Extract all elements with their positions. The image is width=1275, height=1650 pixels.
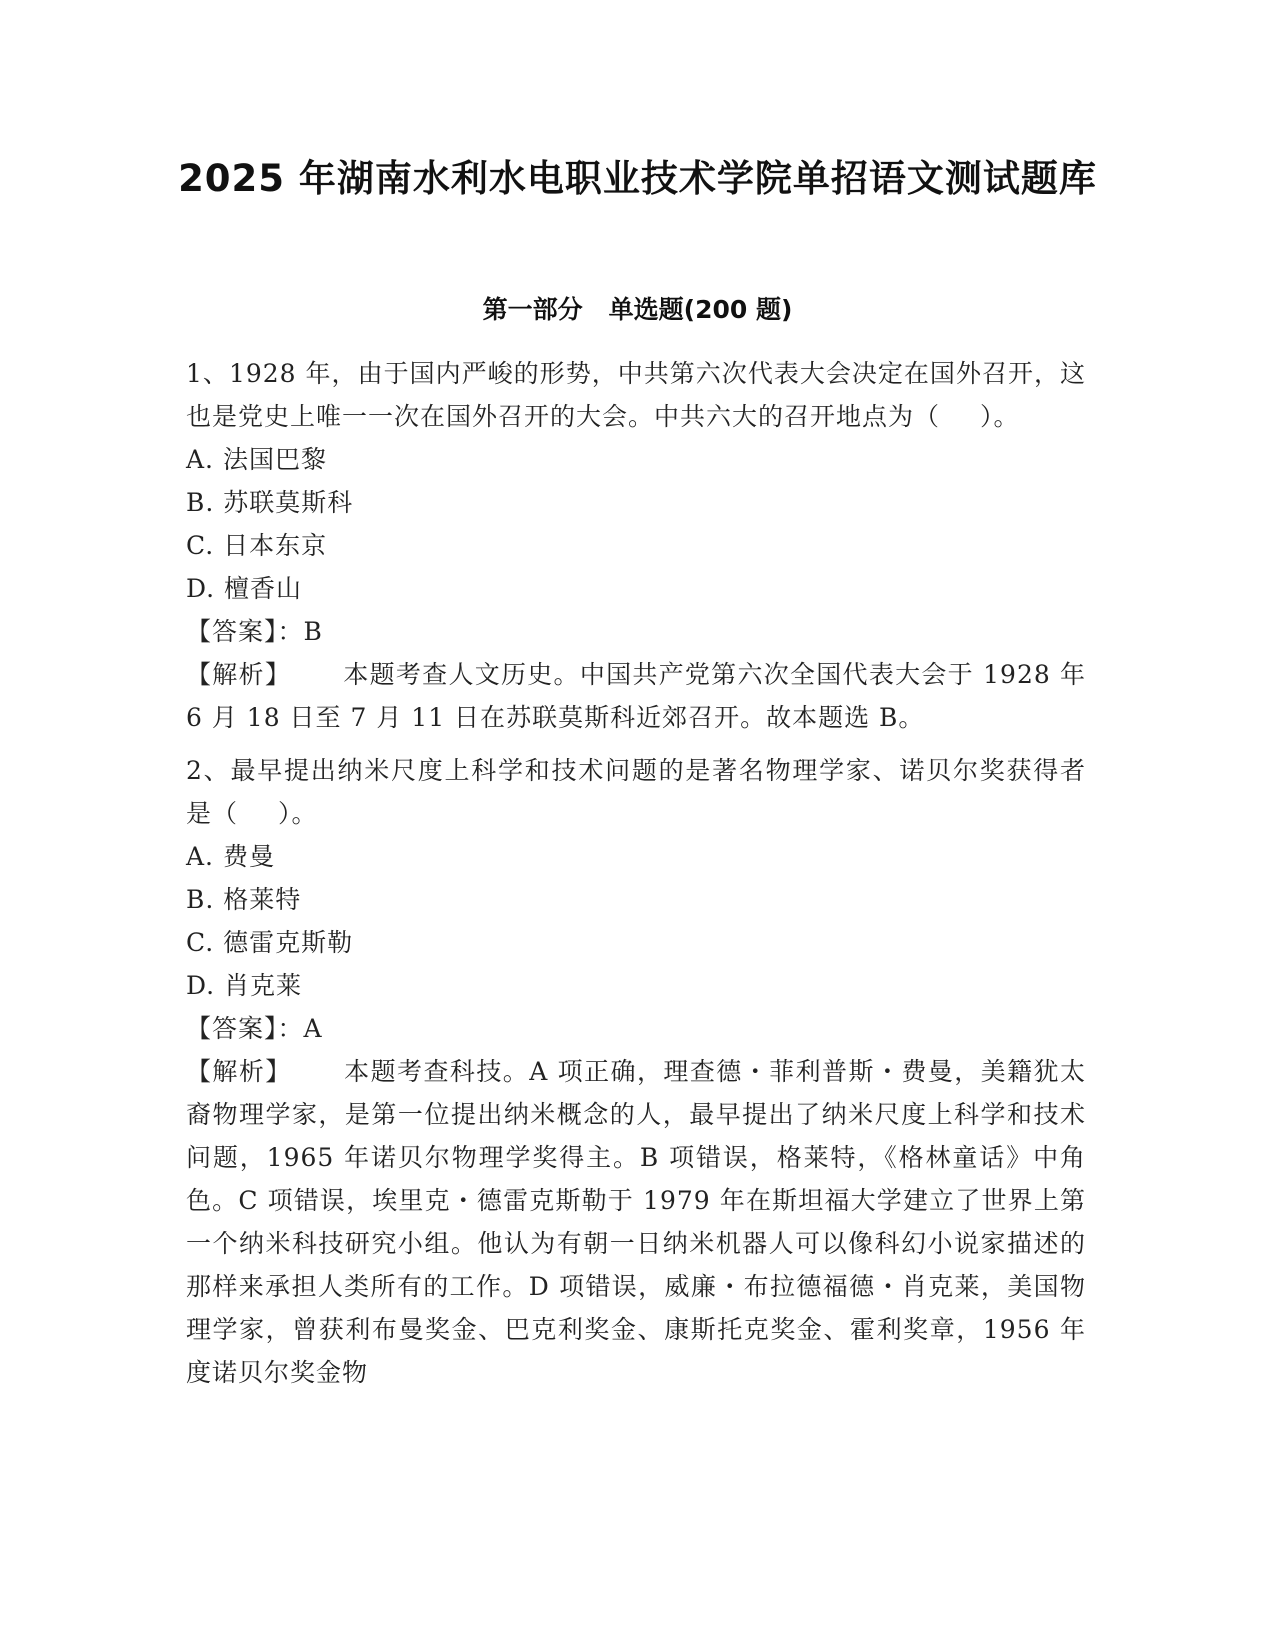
analysis-block bbox=[186, 653, 1086, 739]
question-text: 1928 年，由于国内严峻的形势，中共第六次代表大会决定在国外召开，这也是党史上唯一一次在国外召开的大会。中共六大的召开地点为（ bbox=[186, 359, 1087, 431]
option-d: D. 肖克莱 bbox=[186, 971, 303, 1000]
answer-value: A bbox=[303, 1014, 323, 1043]
question-number: 1、 bbox=[186, 359, 229, 388]
analysis-text: 本题考查科技。A 项正确，理查德・菲利普斯・费曼，美籍犹太裔物理学家，是第一位提出纳米概念的人，最早提出了纳米尺度上科学和技术问题，1965 年诺贝尔物理学奖得主。B 项错误，格莱特，《格林童话》中角色。C 项错误，埃里克・德雷克斯勒于 1979 年在斯坦福大学建立了世界上第一个纳米科技研究小组。他认为有朝一日纳米机器人可以像科幻小说家描述的那样来承担人类所有的工作。D 项错误，威廉・布拉德福德・肖克莱，美国物理学家，曾获利布曼奖金、巴克利奖金、康斯托克奖金、霍利奖章，1956 年度诺贝尔奖金物 bbox=[186, 1057, 1086, 1387]
question-list bbox=[186, 352, 1086, 1404]
document-title: 2025 年湖南水利水电职业技术学院单招语文测试题库 bbox=[178, 157, 1097, 200]
option-d: D. 檀香山 bbox=[186, 574, 303, 603]
answer-line bbox=[186, 1007, 1086, 1050]
question-stem bbox=[186, 749, 1086, 835]
question-text: 最早提出纳米尺度上科学和技术问题的是著名物理学家、诺贝尔奖获得者是（ bbox=[186, 756, 1086, 828]
analysis-label: 【解析】 bbox=[186, 1057, 292, 1086]
option-b: B. 苏联莫斯科 bbox=[186, 488, 354, 517]
analysis-label: 【解析】 bbox=[186, 660, 292, 689]
question-text-end: ）。 bbox=[278, 799, 318, 828]
question-2 bbox=[186, 749, 1086, 1394]
option-c: C. 日本东京 bbox=[186, 531, 328, 560]
question-number: 2、 bbox=[186, 756, 231, 785]
answer-line bbox=[186, 610, 1086, 653]
analysis-text: 本题考查人文历史。中国共产党第六次全国代表大会于 1928 年 6 月 18 日至 7 月 11 日在苏联莫斯科近郊召开。故本题选 B。 bbox=[186, 660, 1086, 732]
option-a: A. 费曼 bbox=[186, 842, 275, 871]
analysis-block bbox=[186, 1050, 1086, 1394]
option-a: A. 法国巴黎 bbox=[186, 445, 327, 474]
question-1 bbox=[186, 352, 1086, 739]
question-stem bbox=[186, 352, 1086, 438]
answer-label: 【答案】： bbox=[186, 1014, 304, 1043]
answer-value: B bbox=[303, 617, 323, 646]
answer-label: 【答案】： bbox=[186, 617, 304, 646]
section-title: 第一部分 单选题(200 题) bbox=[482, 295, 793, 324]
question-text-end: ）。 bbox=[980, 402, 1020, 431]
option-b: B. 格莱特 bbox=[186, 885, 302, 914]
option-c: C. 德雷克斯勒 bbox=[186, 928, 354, 957]
